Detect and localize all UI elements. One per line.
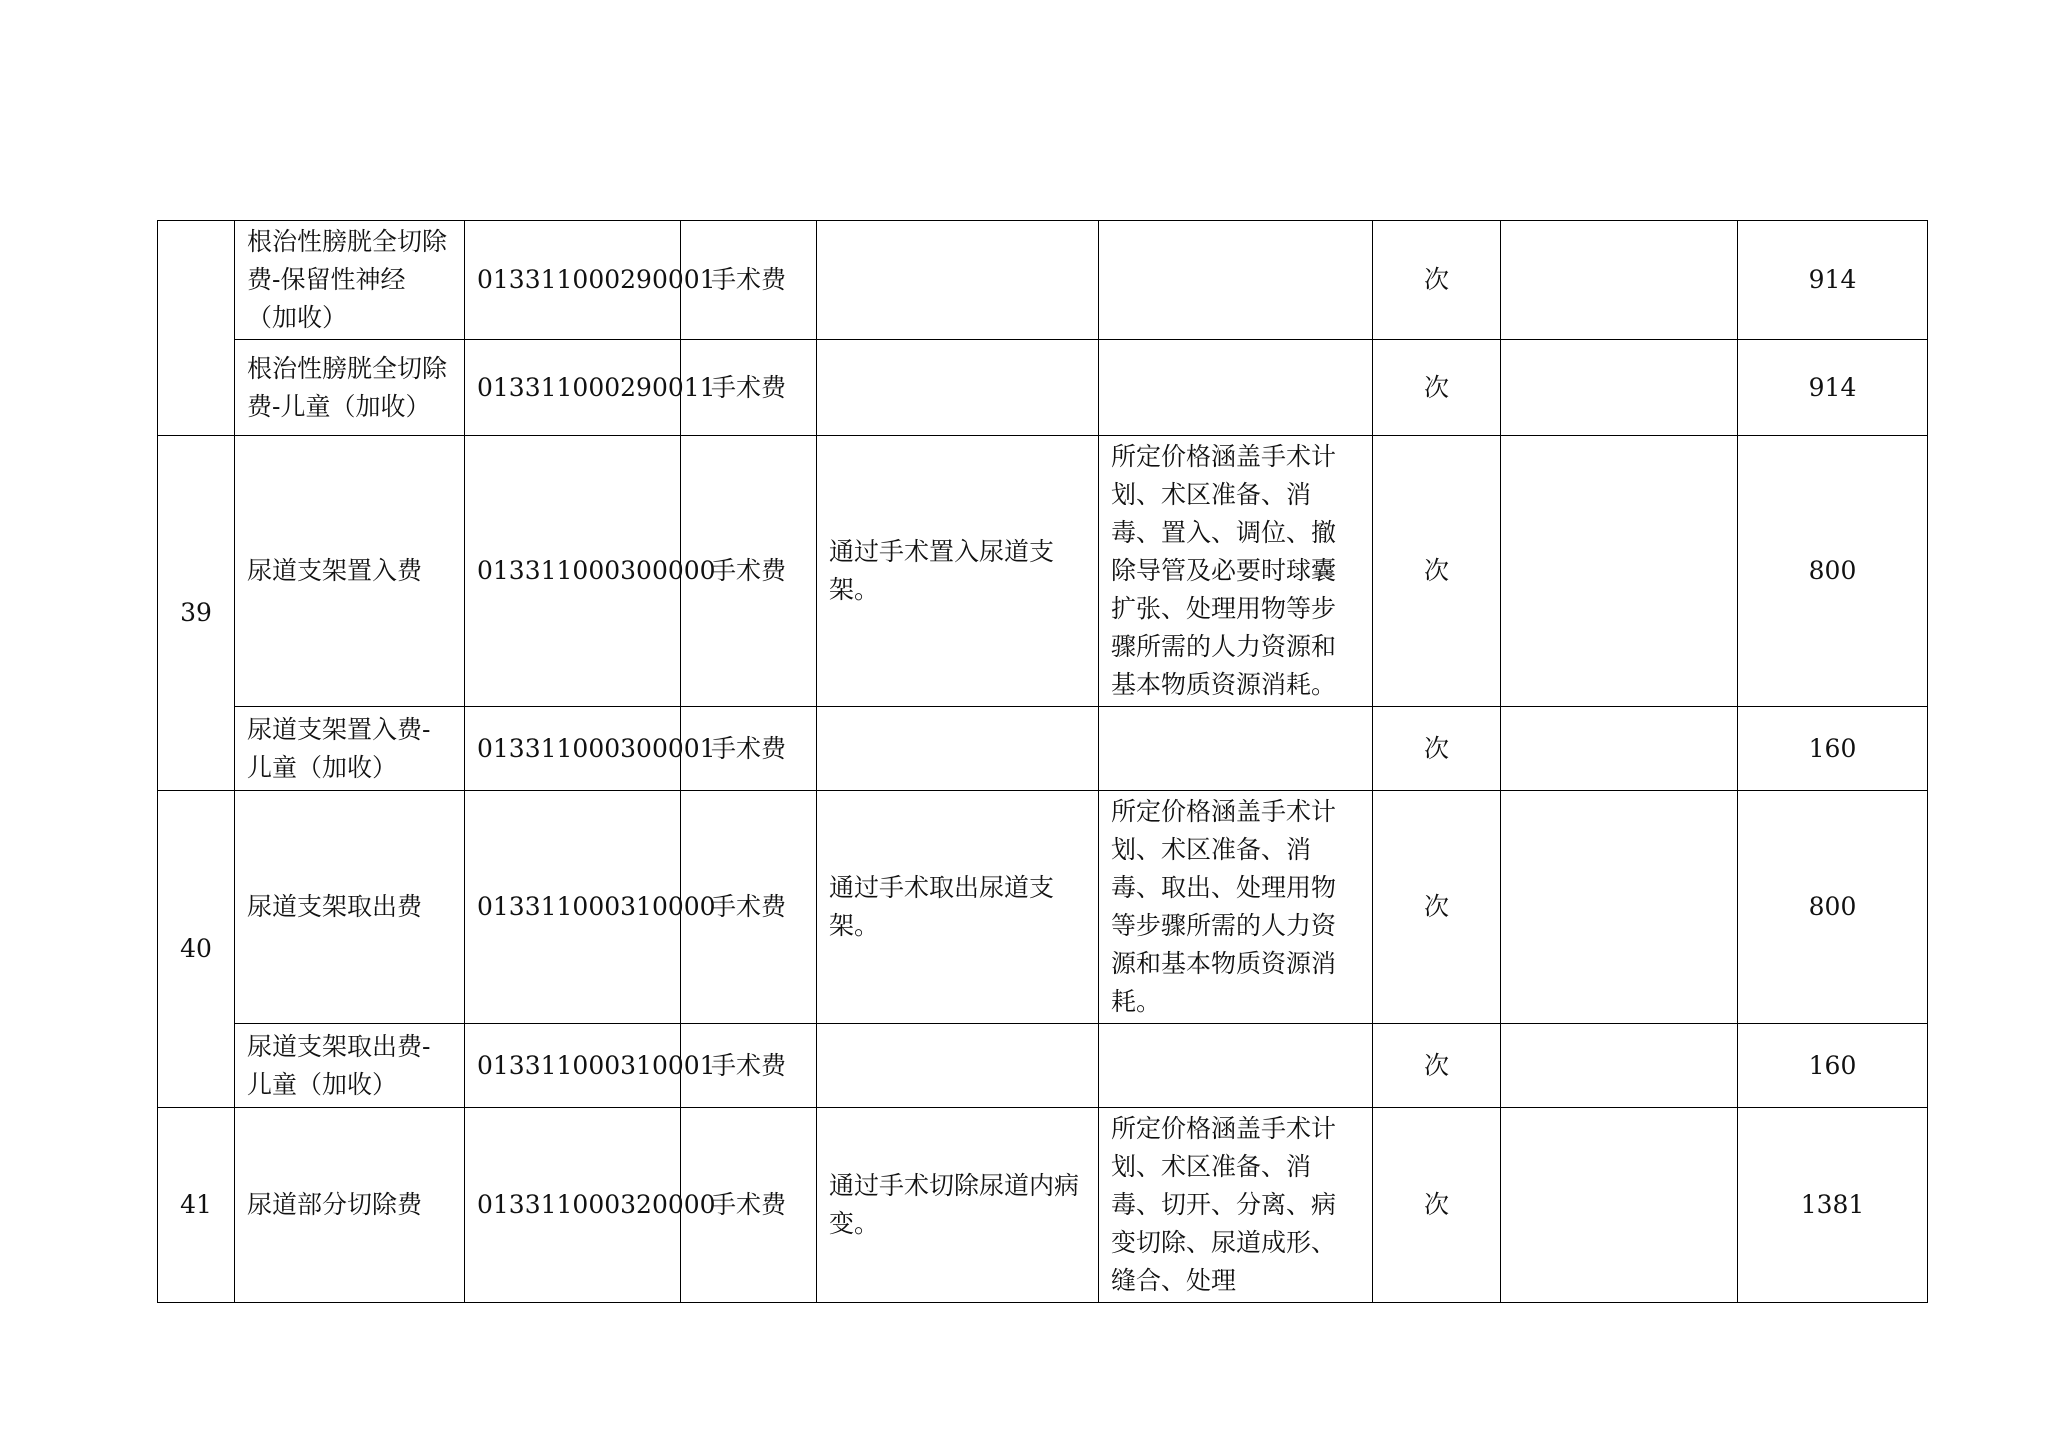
- price-cell: 160: [1738, 1024, 1928, 1108]
- price-cell: 800: [1738, 436, 1928, 707]
- item-code-cell: 013311000300001: [465, 707, 681, 791]
- note-cell: [1501, 707, 1738, 791]
- item-description-cell: [817, 221, 1099, 340]
- item-number-cell: [158, 221, 235, 436]
- item-code-cell: 013311000290001: [465, 221, 681, 340]
- price-content-cell: [1099, 707, 1373, 791]
- item-name-cell: 尿道支架置入费-儿童（加收）: [235, 707, 465, 791]
- item-number-cell: 41: [158, 1108, 235, 1303]
- table-row: [158, 1024, 1928, 1108]
- item-number-cell: 40: [158, 791, 235, 1108]
- note-cell: [1501, 221, 1738, 340]
- item-name-cell: 尿道支架取出费-儿童（加收）: [235, 1024, 465, 1108]
- price-table: [157, 220, 1928, 1303]
- table-row: [158, 340, 1928, 436]
- item-description-cell: [817, 707, 1099, 791]
- unit-cell: 次: [1373, 1024, 1501, 1108]
- note-cell: [1501, 1108, 1738, 1303]
- item-code-cell: 013311000300000: [465, 436, 681, 707]
- price-content-cell: 所定价格涵盖手术计划、术区准备、消毒、切开、分离、病变切除、尿道成形、缝合、处理: [1099, 1108, 1373, 1303]
- note-cell: [1501, 1024, 1738, 1108]
- note-cell: [1501, 340, 1738, 436]
- item-description-cell: 通过手术取出尿道支架。: [817, 791, 1099, 1024]
- unit-cell: 次: [1373, 436, 1501, 707]
- item-name-cell: 尿道支架置入费: [235, 436, 465, 707]
- fee-category-cell: 手术费: [681, 436, 817, 707]
- price-content-cell: [1099, 1024, 1373, 1108]
- fee-category-cell: 手术费: [681, 1024, 817, 1108]
- price-content-cell: [1099, 221, 1373, 340]
- item-name-cell: 尿道支架取出费: [235, 791, 465, 1024]
- fee-category-cell: 手术费: [681, 340, 817, 436]
- item-description-cell: 通过手术置入尿道支架。: [817, 436, 1099, 707]
- item-code-cell: 013311000320000: [465, 1108, 681, 1303]
- item-code-cell: 013311000290011: [465, 340, 681, 436]
- price-content-cell: 所定价格涵盖手术计划、术区准备、消毒、置入、调位、撤除导管及必要时球囊扩张、处理用物等步骤所需的人力资源和基本物质资源消耗。: [1099, 436, 1373, 707]
- note-cell: [1501, 791, 1738, 1024]
- item-description-cell: [817, 1024, 1099, 1108]
- item-description-cell: 通过手术切除尿道内病变。: [817, 1108, 1099, 1303]
- unit-cell: 次: [1373, 221, 1501, 340]
- fee-category-cell: 手术费: [681, 221, 817, 340]
- note-cell: [1501, 436, 1738, 707]
- price-content-cell: [1099, 340, 1373, 436]
- table-row: [158, 707, 1928, 791]
- table-row: [158, 791, 1928, 1024]
- price-cell: 800: [1738, 791, 1928, 1024]
- fee-category-cell: 手术费: [681, 1108, 817, 1303]
- item-name-cell: 根治性膀胱全切除费-保留性神经（加收）: [235, 221, 465, 340]
- item-name-cell: 根治性膀胱全切除费-儿童（加收）: [235, 340, 465, 436]
- price-content-cell: 所定价格涵盖手术计划、术区准备、消毒、取出、处理用物等步骤所需的人力资源和基本物质资源消耗。: [1099, 791, 1373, 1024]
- item-number-cell: 39: [158, 436, 235, 791]
- fee-category-cell: 手术费: [681, 791, 817, 1024]
- item-name-cell: 尿道部分切除费: [235, 1108, 465, 1303]
- item-code-cell: 013311000310001: [465, 1024, 681, 1108]
- price-cell: 914: [1738, 340, 1928, 436]
- price-cell: 1381: [1738, 1108, 1928, 1303]
- unit-cell: 次: [1373, 1108, 1501, 1303]
- table-row: [158, 436, 1928, 707]
- table-row: [158, 1108, 1928, 1303]
- item-description-cell: [817, 340, 1099, 436]
- price-cell: 914: [1738, 221, 1928, 340]
- unit-cell: 次: [1373, 791, 1501, 1024]
- unit-cell: 次: [1373, 340, 1501, 436]
- table-row: [158, 221, 1928, 340]
- unit-cell: 次: [1373, 707, 1501, 791]
- item-code-cell: 013311000310000: [465, 791, 681, 1024]
- price-cell: 160: [1738, 707, 1928, 791]
- fee-category-cell: 手术费: [681, 707, 817, 791]
